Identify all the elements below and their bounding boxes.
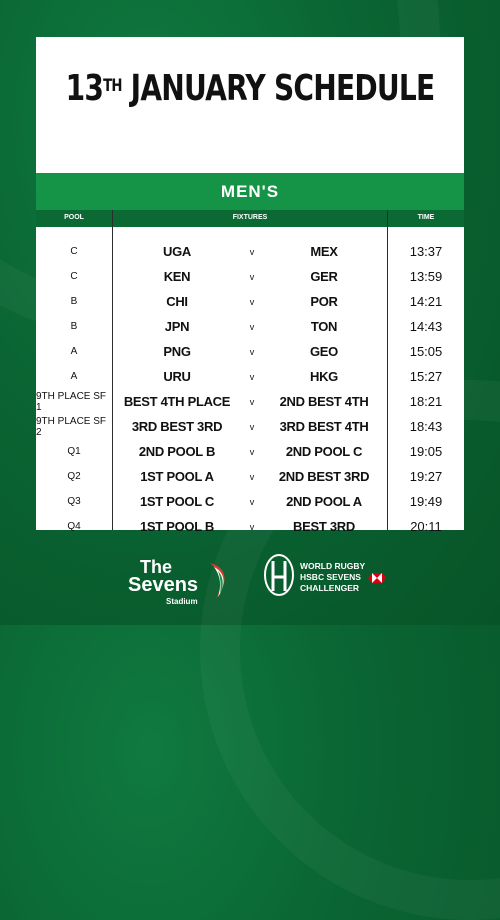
schedule-card — [36, 37, 464, 534]
title-day: 13 — [65, 67, 104, 109]
table-row — [36, 514, 464, 539]
footer — [0, 545, 500, 625]
column-header-time: TIME — [417, 214, 435, 221]
time-cell: 18:21 — [409, 394, 443, 409]
pool-cell: Q3 — [67, 496, 81, 507]
venue-logo-line1: The — [140, 557, 173, 577]
team2-cell: 2ND POOL A — [286, 494, 362, 509]
table-row — [36, 289, 464, 314]
team2-cell: TON — [310, 319, 338, 334]
team2-cell: MEX — [310, 244, 338, 259]
hsbc-hexagon-icon — [368, 571, 386, 585]
team2-cell: GER — [310, 269, 338, 284]
fixtures-table — [36, 239, 464, 539]
time-cell: 20:11 — [410, 519, 442, 534]
team2-cell: HKG — [310, 369, 338, 384]
series-logo-line1: WORLD RUGBY — [300, 561, 366, 571]
table-row — [36, 439, 464, 464]
team1-cell: PNG — [163, 344, 191, 359]
series-logo-text — [300, 561, 365, 594]
versus-label: v — [249, 496, 255, 507]
pool-cell: C — [70, 246, 78, 257]
pool-cell: B — [70, 296, 78, 307]
versus-label: v — [249, 421, 255, 432]
versus-label: v — [249, 446, 255, 457]
series-logo-line2: HSBC SEVENS — [300, 572, 361, 582]
pool-cell: Q2 — [67, 471, 81, 482]
team2-cell: GEO — [310, 344, 338, 359]
table-row — [36, 364, 464, 389]
team2-cell: 2ND POOL C — [285, 444, 363, 459]
venue-logo-line2: Sevens — [128, 574, 199, 596]
versus-label: v — [249, 396, 255, 407]
versus-label: v — [249, 296, 255, 307]
table-row — [36, 339, 464, 364]
time-cell: 19:05 — [409, 444, 443, 459]
pool-cell: Q1 — [67, 446, 81, 457]
team1-cell: CHI — [166, 294, 188, 309]
team2-cell: BEST 3RD — [293, 519, 355, 534]
pool-cell: 9TH PLACE SF 1 — [36, 390, 107, 413]
team1-cell: UGA — [163, 244, 191, 259]
time-cell: 15:27 — [409, 369, 443, 384]
pool-cell: B — [70, 321, 78, 332]
pool-cell: C — [70, 271, 78, 282]
title-text: JANUARY SCHEDULE — [121, 67, 435, 109]
versus-label: v — [249, 371, 255, 382]
time-cell: 15:05 — [409, 344, 443, 359]
table-row — [36, 264, 464, 289]
table-row — [36, 464, 464, 489]
pool-cell: A — [70, 346, 78, 357]
team1-cell: BEST 4TH PLACE — [123, 394, 231, 409]
page-title — [65, 37, 435, 139]
rugby-posts-icon — [262, 553, 296, 597]
venue-logo-line3: Stadium — [166, 597, 198, 606]
pool-cell: A — [70, 371, 78, 382]
team1-cell: 3RD BEST 3RD — [131, 419, 223, 434]
time-cell: 14:21 — [409, 294, 443, 309]
team1-cell: KEN — [163, 269, 191, 284]
team1-cell: 1ST POOL B — [139, 519, 215, 534]
team1-cell: JPN — [164, 319, 190, 334]
table-row — [36, 489, 464, 514]
series-logo-line3: CHALLENGER — [300, 583, 360, 593]
time-cell: 14:43 — [409, 319, 443, 334]
table-row — [36, 239, 464, 264]
column-header-pool: POOL — [64, 214, 84, 221]
venue-logo — [128, 557, 238, 607]
title-ordinal: TH — [103, 76, 122, 96]
versus-label: v — [249, 246, 255, 257]
team2-cell: 2ND BEST 4TH — [279, 394, 369, 409]
team1-cell: 2ND POOL B — [138, 444, 216, 459]
versus-label: v — [249, 521, 255, 532]
pool-cell: Q4 — [67, 521, 81, 532]
team2-cell: 2ND BEST 3RD — [278, 469, 370, 484]
section-header: MEN'S — [36, 173, 464, 210]
time-cell: 19:49 — [409, 494, 443, 509]
time-cell: 13:59 — [409, 269, 443, 284]
team1-cell: URU — [163, 369, 191, 384]
versus-label: v — [249, 271, 255, 282]
time-cell: 13:37 — [409, 244, 443, 259]
team2-cell: POR — [310, 294, 338, 309]
table-row — [36, 414, 464, 439]
versus-label: v — [249, 346, 255, 357]
time-cell: 18:43 — [409, 419, 443, 434]
team2-cell: 3RD BEST 4TH — [279, 419, 369, 434]
team1-cell: 1ST POOL A — [140, 469, 214, 484]
column-header-fixtures: FIXTURES — [232, 214, 268, 221]
team1-cell: 1ST POOL C — [139, 494, 215, 509]
table-row — [36, 314, 464, 339]
flag-swoosh-icon — [206, 561, 232, 601]
versus-label: v — [249, 471, 255, 482]
time-cell: 19:27 — [409, 469, 443, 484]
column-header-bar — [36, 210, 464, 227]
table-row — [36, 389, 464, 414]
versus-label: v — [249, 321, 255, 332]
pool-cell: 9TH PLACE SF 2 — [36, 415, 107, 438]
